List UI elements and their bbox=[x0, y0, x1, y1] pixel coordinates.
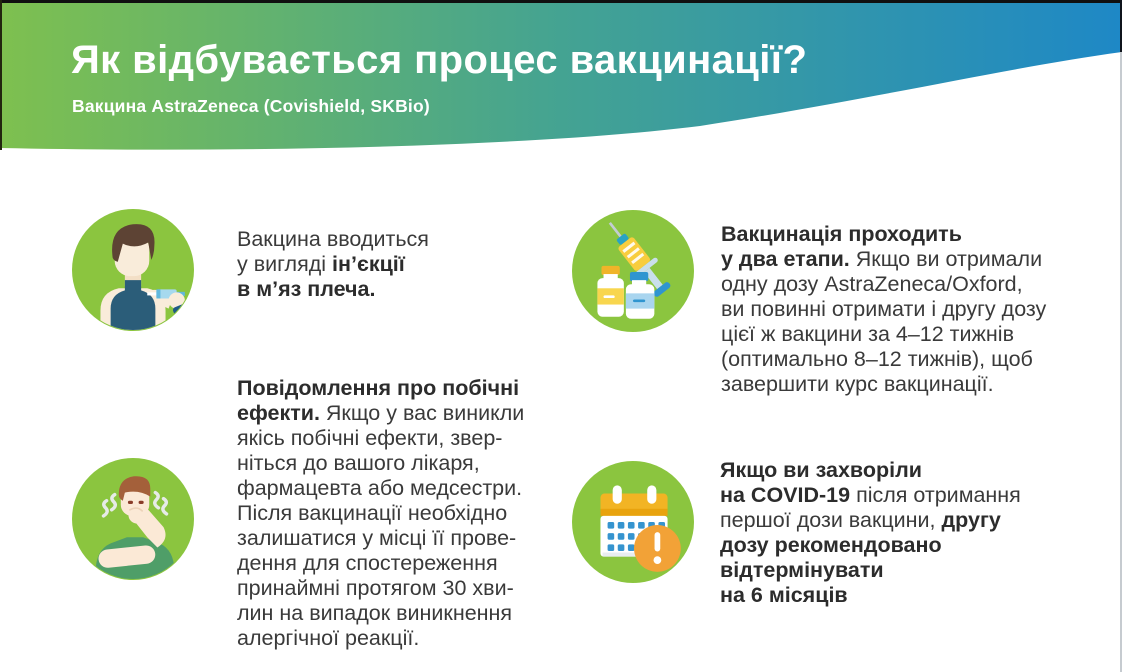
text-line bbox=[720, 558, 1021, 583]
text-segment: Якщо ви отримали bbox=[855, 247, 1043, 271]
text-line bbox=[237, 227, 429, 252]
text-segment: цієї ж вакцини за 4–12 тижнів bbox=[721, 322, 1014, 346]
section-text-two-stages bbox=[721, 222, 1046, 397]
text-segment: Якщо ви захворіли bbox=[720, 458, 922, 482]
text-line bbox=[237, 576, 524, 601]
text-segment: дення для спостереження bbox=[237, 551, 498, 575]
text-line bbox=[237, 626, 524, 651]
text-segment: Після вакцинації необхідно bbox=[237, 501, 508, 525]
text-segment: відтермінувати bbox=[720, 558, 884, 582]
text-segment: Повідомлення про побічні bbox=[237, 376, 520, 400]
text-segment: Вакцина вводиться bbox=[237, 227, 429, 251]
section-text-side-effects bbox=[237, 376, 524, 651]
text-segment: дозу рекомендовано bbox=[720, 533, 942, 557]
text-line bbox=[721, 322, 1046, 347]
text-segment: ніться до вашого лікаря, bbox=[237, 451, 480, 475]
text-segment: лин на випадок виникнення bbox=[237, 601, 513, 625]
header-gradient-wave bbox=[0, 0, 1122, 170]
text-line bbox=[237, 451, 524, 476]
syringe-and-vials-icon bbox=[572, 210, 694, 332]
text-segment: на COVID-19 bbox=[720, 483, 857, 507]
section-text-covid-delay bbox=[720, 458, 1021, 608]
text-segment: одну дозу AstraZeneca/Oxford, bbox=[721, 272, 1023, 296]
text-line bbox=[721, 372, 1046, 397]
text-segment: фармацевта або медсестри. bbox=[237, 476, 523, 500]
text-line bbox=[720, 483, 1021, 508]
text-line bbox=[237, 551, 524, 576]
text-line bbox=[720, 533, 1021, 558]
text-line bbox=[720, 458, 1021, 483]
text-segment: якісь побічні ефекти, звер- bbox=[237, 426, 503, 450]
text-segment: першої дози вакцини, bbox=[720, 508, 942, 532]
text-line bbox=[237, 476, 524, 501]
text-line bbox=[237, 401, 524, 426]
text-line bbox=[721, 297, 1046, 322]
text-line bbox=[237, 601, 524, 626]
page-subtitle: Вакцина AstraZeneca (Covishield, SKBio) bbox=[72, 96, 430, 116]
text-segment: Вакцинація проходить bbox=[721, 222, 962, 246]
text-line bbox=[721, 222, 1046, 247]
text-line bbox=[720, 508, 1021, 533]
calendar-warning-icon bbox=[572, 461, 694, 583]
text-segment: залишатися у місці її прове- bbox=[237, 526, 517, 550]
text-segment: ви повинні отримати і другу дозу bbox=[721, 297, 1047, 321]
text-segment: принаймні протягом 30 хви- bbox=[237, 576, 514, 600]
frame-border-left bbox=[0, 0, 2, 150]
text-segment: на 6 місяців bbox=[720, 583, 848, 607]
text-segment: в м’яз плеча. bbox=[237, 277, 376, 301]
text-segment: алергічної реакції. bbox=[237, 626, 420, 650]
coughing-person-icon bbox=[72, 458, 194, 580]
text-segment: другу bbox=[941, 508, 1001, 532]
text-line bbox=[237, 376, 524, 401]
text-line bbox=[721, 272, 1046, 297]
text-segment: після отримання bbox=[856, 483, 1021, 507]
text-line bbox=[721, 247, 1046, 272]
text-segment: у вигляді bbox=[237, 252, 333, 276]
text-segment: Якщо у вас виникли bbox=[325, 401, 525, 425]
text-line bbox=[237, 252, 429, 277]
text-segment: завершити курс вакцинації. bbox=[721, 372, 994, 396]
text-line bbox=[237, 526, 524, 551]
text-segment: ефекти. bbox=[237, 401, 326, 425]
text-segment: (оптимально 8–12 тижнів), щоб bbox=[721, 347, 1033, 371]
text-line bbox=[237, 277, 429, 302]
text-line bbox=[721, 347, 1046, 372]
text-segment: у два етапи. bbox=[721, 247, 856, 271]
page-title: Як відбувається процес вакцинації? bbox=[71, 38, 808, 82]
text-line bbox=[720, 583, 1021, 608]
text-line bbox=[237, 426, 524, 451]
text-line bbox=[237, 501, 524, 526]
frame-border-top bbox=[0, 0, 1122, 3]
injection-in-arm-icon bbox=[72, 209, 194, 331]
text-segment: ін’єкції bbox=[332, 252, 405, 276]
section-text-injection bbox=[237, 227, 429, 302]
